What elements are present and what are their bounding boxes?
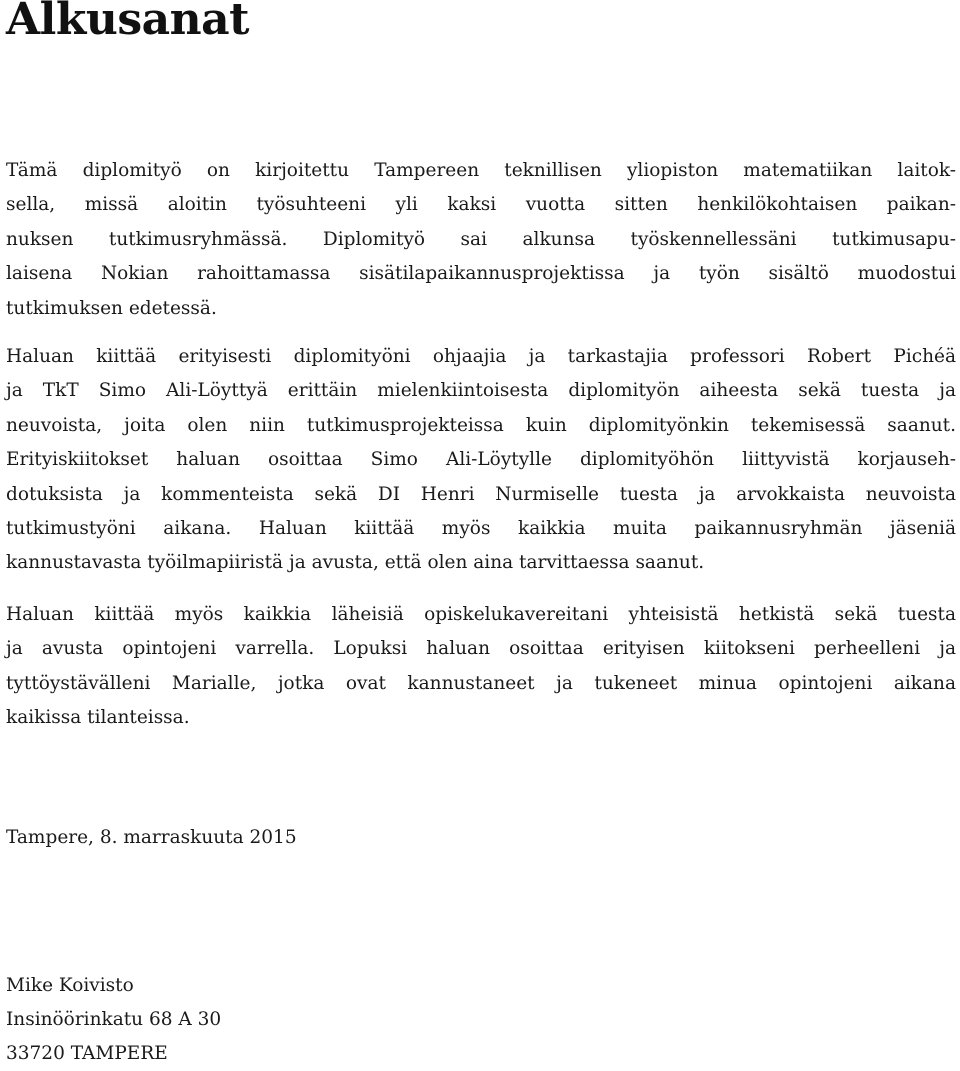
author-street-address: Insinöörinkatu 68 A 30 (6, 1009, 222, 1030)
paragraph-line: dotuksista ja kommenteista sekä DI Henri Nurmiselle tuesta ja arvokkaista neuvoista (6, 483, 956, 505)
paragraph-thanks-supervisors (6, 340, 956, 581)
paragraph-line: tutkimustyöni aikana. Haluan kiittää myös kaikkia muita paikannusryhmän jäseniä (6, 518, 956, 540)
paragraph-line: Haluan kiittää myös kaikkia läheisiä opiskelukavereitani yhteisistä hetkistä sekä tuesta (6, 604, 956, 625)
paragraph-line: Haluan kiittää erityisesti diplomityöni ohjaajia ja tarkastajia professori Robert Pichéä (6, 346, 956, 367)
paragraph-thanks-family (6, 598, 956, 736)
author-name: Mike Koivisto (6, 975, 134, 996)
page-title: Alkusanat (6, 0, 249, 45)
paragraph-line: tutkimuksen edetessä. (6, 297, 217, 319)
paragraph-line: Erityiskiitokset haluan osoittaa Simo Ali-Löytylle diplomityöhön liittyvistä korjauseh- (6, 449, 956, 471)
paragraph-line: ja TkT Simo Ali-Löyttyä erittäin mielenkiintoisesta diplomityön aiheesta sekä tuesta ja (6, 380, 956, 402)
paragraph-line: kannustavasta työilmapiiristä ja avusta, että olen aina tarvittaessa saanut. (6, 552, 705, 574)
paragraph-line: tyttöystävälleni Marialle, jotka ovat kannustaneet ja tukeneet minua opintojeni aikana (6, 672, 956, 694)
paragraph-line: neuvoista, joita olen niin tutkimusprojekteissa kuin diplomityönkin tekemisessä saanut. (6, 414, 956, 436)
paragraph-line: sella, missä aloitin työsuhteeni yli kaksi vuotta sitten henkilökohtaisen paikan- (6, 194, 956, 216)
paragraph-intro (6, 154, 956, 326)
paragraph-line: Tämä diplomityö on kirjoitettu Tampereen teknillisen yliopiston matematiikan laitok- (6, 160, 956, 181)
date-line: Tampere, 8. marraskuuta 2015 (6, 827, 297, 848)
paragraph-line: nuksen tutkimusryhmässä. Diplomityö sai alkunsa työskennellessäni tutkimusapu- (6, 228, 956, 250)
paragraph-line: kaikissa tilanteissa. (6, 707, 190, 729)
paragraph-line: ja avusta opintojeni varrella. Lopuksi haluan osoittaa erityisen kiitokseni perheelleni ja (6, 638, 956, 660)
paragraph-line: laisena Nokian rahoittamassa sisätilapaikannusprojektissa ja työn sisältö muodostui (6, 263, 956, 285)
author-postal-address: 33720 TAMPERE (6, 1043, 168, 1064)
signature-block (6, 969, 221, 1071)
